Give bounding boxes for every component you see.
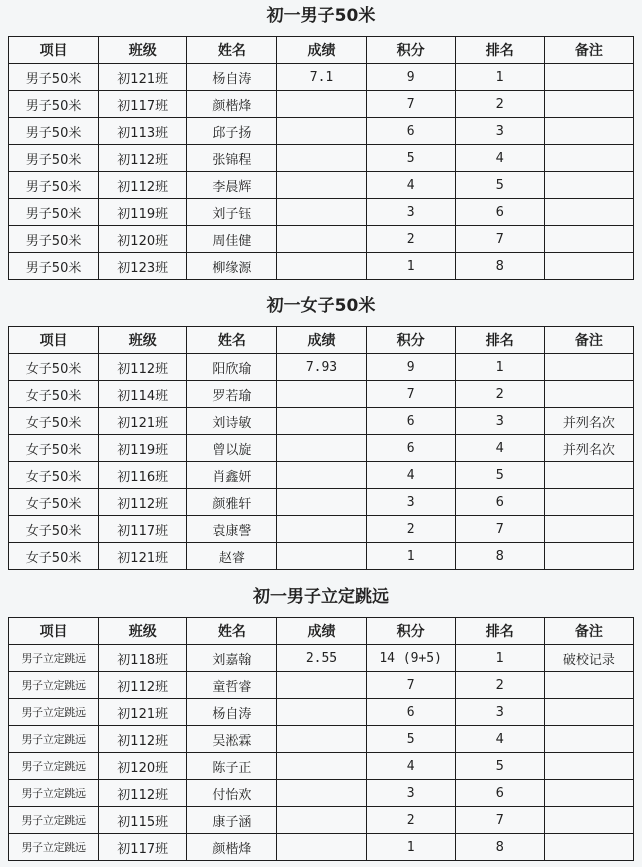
cell-class: 初121班 <box>99 699 187 726</box>
cell-rank: 8 <box>455 543 544 570</box>
cell-name: 付怡欢 <box>187 780 277 807</box>
cell-event: 男子50米 <box>9 118 99 145</box>
cell-points: 1 <box>366 834 455 861</box>
cell-remark: 并列名次 <box>544 435 633 462</box>
section-boys-50m <box>8 4 634 280</box>
cell-class: 初119班 <box>99 435 187 462</box>
table-row <box>9 64 634 91</box>
cell-rank: 8 <box>455 834 544 861</box>
cell-rank: 1 <box>455 354 544 381</box>
table-row <box>9 726 634 753</box>
cell-remark <box>544 226 633 253</box>
cell-score <box>277 516 366 543</box>
cell-score <box>277 91 366 118</box>
cell-event: 男子50米 <box>9 145 99 172</box>
cell-rank: 3 <box>455 408 544 435</box>
column-header-class: 班级 <box>99 327 187 354</box>
cell-score <box>277 780 366 807</box>
cell-name: 康子涵 <box>187 807 277 834</box>
cell-points: 7 <box>366 91 455 118</box>
table-row <box>9 699 634 726</box>
cell-remark <box>544 172 633 199</box>
cell-class: 初118班 <box>99 645 187 672</box>
column-header-rank: 排名 <box>455 327 544 354</box>
cell-rank: 2 <box>455 672 544 699</box>
column-header-points: 积分 <box>366 327 455 354</box>
column-header-remark: 备注 <box>544 618 633 645</box>
cell-points: 1 <box>366 253 455 280</box>
cell-name: 童哲睿 <box>187 672 277 699</box>
cell-remark <box>544 118 633 145</box>
section-title: 初一女子50米 <box>266 296 376 316</box>
cell-rank: 4 <box>455 726 544 753</box>
table-row <box>9 516 634 543</box>
column-header-event: 项目 <box>9 618 99 645</box>
cell-event: 男子立定跳远 <box>9 672 99 699</box>
cell-name: 柳缘源 <box>187 253 277 280</box>
cell-event: 男子50米 <box>9 64 99 91</box>
cell-class: 初120班 <box>99 226 187 253</box>
cell-class: 初112班 <box>99 489 187 516</box>
cell-points: 4 <box>366 753 455 780</box>
cell-rank: 3 <box>455 118 544 145</box>
cell-score <box>277 118 366 145</box>
cell-event: 男子50米 <box>9 199 99 226</box>
cell-rank: 5 <box>455 172 544 199</box>
cell-class: 初117班 <box>99 516 187 543</box>
cell-points: 3 <box>366 199 455 226</box>
cell-class: 初112班 <box>99 780 187 807</box>
column-header-event: 项目 <box>9 327 99 354</box>
cell-class: 初120班 <box>99 753 187 780</box>
cell-score <box>277 199 366 226</box>
cell-event: 男子50米 <box>9 226 99 253</box>
cell-score <box>277 462 366 489</box>
cell-name: 杨自涛 <box>187 64 277 91</box>
results-table <box>8 36 634 280</box>
cell-event: 男子50米 <box>9 253 99 280</box>
column-header-remark: 备注 <box>544 37 633 64</box>
table-row <box>9 253 634 280</box>
column-header-name: 姓名 <box>187 37 277 64</box>
cell-score <box>277 408 366 435</box>
cell-name: 罗若瑜 <box>187 381 277 408</box>
cell-event: 男子立定跳远 <box>9 699 99 726</box>
cell-event: 女子50米 <box>9 462 99 489</box>
cell-score <box>277 807 366 834</box>
table-row <box>9 753 634 780</box>
table-row <box>9 489 634 516</box>
cell-class: 初112班 <box>99 672 187 699</box>
cell-points: 1 <box>366 543 455 570</box>
cell-points: 2 <box>366 226 455 253</box>
cell-event: 女子50米 <box>9 408 99 435</box>
cell-rank: 6 <box>455 489 544 516</box>
cell-score <box>277 253 366 280</box>
table-row <box>9 408 634 435</box>
header-row <box>9 618 634 645</box>
cell-points: 9 <box>366 354 455 381</box>
cell-class: 初121班 <box>99 64 187 91</box>
cell-remark <box>544 672 633 699</box>
cell-points: 6 <box>366 408 455 435</box>
cell-score <box>277 672 366 699</box>
cell-remark <box>544 253 633 280</box>
cell-remark <box>544 807 633 834</box>
table-row <box>9 672 634 699</box>
cell-remark <box>544 462 633 489</box>
section-title: 初一男子立定跳远 <box>253 587 389 607</box>
cell-score <box>277 699 366 726</box>
header-row <box>9 37 634 64</box>
cell-remark <box>544 543 633 570</box>
results-table <box>8 326 634 570</box>
cell-event: 女子50米 <box>9 354 99 381</box>
cell-rank: 4 <box>455 435 544 462</box>
cell-class: 初123班 <box>99 253 187 280</box>
table-row <box>9 543 634 570</box>
cell-remark <box>544 199 633 226</box>
column-header-rank: 排名 <box>455 618 544 645</box>
cell-score <box>277 226 366 253</box>
column-header-remark: 备注 <box>544 327 633 354</box>
cell-rank: 5 <box>455 753 544 780</box>
cell-score: 7.93 <box>277 354 366 381</box>
cell-score <box>277 543 366 570</box>
table-row <box>9 645 634 672</box>
cell-name: 李晨辉 <box>187 172 277 199</box>
cell-score <box>277 381 366 408</box>
cell-points: 6 <box>366 435 455 462</box>
cell-event: 女子50米 <box>9 516 99 543</box>
cell-rank: 7 <box>455 226 544 253</box>
cell-score <box>277 753 366 780</box>
cell-score <box>277 834 366 861</box>
cell-event: 男子50米 <box>9 172 99 199</box>
table-row <box>9 780 634 807</box>
cell-name: 阳欣瑜 <box>187 354 277 381</box>
column-header-points: 积分 <box>366 618 455 645</box>
cell-event: 男子立定跳远 <box>9 753 99 780</box>
table-row <box>9 381 634 408</box>
cell-name: 袁康謦 <box>187 516 277 543</box>
cell-name: 肖鑫妍 <box>187 462 277 489</box>
cell-rank: 7 <box>455 516 544 543</box>
cell-rank: 3 <box>455 699 544 726</box>
cell-event: 女子50米 <box>9 489 99 516</box>
table-row <box>9 199 634 226</box>
column-header-points: 积分 <box>366 37 455 64</box>
cell-remark: 并列名次 <box>544 408 633 435</box>
column-header-score: 成绩 <box>277 37 366 64</box>
cell-class: 初112班 <box>99 726 187 753</box>
cell-class: 初112班 <box>99 172 187 199</box>
cell-points: 4 <box>366 172 455 199</box>
cell-name: 邱子扬 <box>187 118 277 145</box>
cell-rank: 1 <box>455 645 544 672</box>
column-header-class: 班级 <box>99 37 187 64</box>
cell-name: 赵睿 <box>187 543 277 570</box>
column-header-name: 姓名 <box>187 327 277 354</box>
cell-rank: 4 <box>455 145 544 172</box>
cell-remark <box>544 354 633 381</box>
cell-name: 曾以旋 <box>187 435 277 462</box>
results-table <box>8 617 634 861</box>
cell-score: 2.55 <box>277 645 366 672</box>
cell-remark <box>544 489 633 516</box>
table-row <box>9 435 634 462</box>
cell-remark <box>544 145 633 172</box>
column-header-event: 项目 <box>9 37 99 64</box>
cell-remark <box>544 516 633 543</box>
cell-points: 5 <box>366 145 455 172</box>
cell-class: 初117班 <box>99 91 187 118</box>
cell-event: 男子立定跳远 <box>9 726 99 753</box>
cell-remark <box>544 64 633 91</box>
header-row <box>9 327 634 354</box>
cell-points: 6 <box>366 118 455 145</box>
cell-name: 颜楷烽 <box>187 91 277 118</box>
cell-name: 杨自涛 <box>187 699 277 726</box>
cell-event: 男子立定跳远 <box>9 807 99 834</box>
cell-name: 吴淞霖 <box>187 726 277 753</box>
cell-name: 张锦程 <box>187 145 277 172</box>
cell-event: 女子50米 <box>9 435 99 462</box>
cell-remark <box>544 91 633 118</box>
cell-points: 3 <box>366 489 455 516</box>
cell-event: 男子立定跳远 <box>9 780 99 807</box>
column-header-score: 成绩 <box>277 327 366 354</box>
cell-remark <box>544 381 633 408</box>
cell-remark <box>544 834 633 861</box>
cell-points: 7 <box>366 672 455 699</box>
cell-name: 刘诗敏 <box>187 408 277 435</box>
cell-points: 2 <box>366 807 455 834</box>
column-header-score: 成绩 <box>277 618 366 645</box>
cell-name: 刘子钰 <box>187 199 277 226</box>
cell-rank: 2 <box>455 381 544 408</box>
cell-class: 初115班 <box>99 807 187 834</box>
cell-rank: 1 <box>455 64 544 91</box>
cell-event: 男子立定跳远 <box>9 834 99 861</box>
table-row <box>9 145 634 172</box>
cell-points: 14 (9+5) <box>366 645 455 672</box>
cell-class: 初112班 <box>99 354 187 381</box>
section-title: 初一男子50米 <box>266 6 376 26</box>
cell-remark <box>544 780 633 807</box>
table-row <box>9 172 634 199</box>
cell-name: 刘嘉翰 <box>187 645 277 672</box>
cell-remark <box>544 699 633 726</box>
cell-rank: 8 <box>455 253 544 280</box>
table-row <box>9 118 634 145</box>
cell-rank: 2 <box>455 91 544 118</box>
cell-points: 4 <box>366 462 455 489</box>
cell-score <box>277 172 366 199</box>
cell-points: 7 <box>366 381 455 408</box>
cell-name: 周佳健 <box>187 226 277 253</box>
section-boys-long-jump <box>8 585 634 861</box>
cell-class: 初121班 <box>99 408 187 435</box>
table-row <box>9 807 634 834</box>
cell-event: 男子50米 <box>9 91 99 118</box>
column-header-class: 班级 <box>99 618 187 645</box>
cell-points: 3 <box>366 780 455 807</box>
cell-class: 初121班 <box>99 543 187 570</box>
column-header-name: 姓名 <box>187 618 277 645</box>
cell-name: 陈子正 <box>187 753 277 780</box>
cell-points: 2 <box>366 516 455 543</box>
table-row <box>9 462 634 489</box>
cell-points: 5 <box>366 726 455 753</box>
cell-class: 初112班 <box>99 145 187 172</box>
cell-remark <box>544 753 633 780</box>
section-girls-50m <box>8 294 634 570</box>
cell-rank: 5 <box>455 462 544 489</box>
cell-score <box>277 726 366 753</box>
cell-name: 颜楷烽 <box>187 834 277 861</box>
cell-class: 初113班 <box>99 118 187 145</box>
cell-rank: 7 <box>455 807 544 834</box>
cell-points: 9 <box>366 64 455 91</box>
cell-remark: 破校记录 <box>544 645 633 672</box>
cell-score <box>277 489 366 516</box>
table-row <box>9 834 634 861</box>
cell-rank: 6 <box>455 199 544 226</box>
column-header-rank: 排名 <box>455 37 544 64</box>
cell-score <box>277 435 366 462</box>
cell-class: 初119班 <box>99 199 187 226</box>
cell-remark <box>544 726 633 753</box>
cell-class: 初117班 <box>99 834 187 861</box>
cell-rank: 6 <box>455 780 544 807</box>
cell-class: 初114班 <box>99 381 187 408</box>
cell-score <box>277 145 366 172</box>
cell-name: 颜雅轩 <box>187 489 277 516</box>
cell-event: 女子50米 <box>9 543 99 570</box>
cell-score: 7.1 <box>277 64 366 91</box>
cell-points: 6 <box>366 699 455 726</box>
table-row <box>9 226 634 253</box>
cell-event: 男子立定跳远 <box>9 645 99 672</box>
cell-event: 女子50米 <box>9 381 99 408</box>
cell-class: 初116班 <box>99 462 187 489</box>
table-row <box>9 91 634 118</box>
table-row <box>9 354 634 381</box>
